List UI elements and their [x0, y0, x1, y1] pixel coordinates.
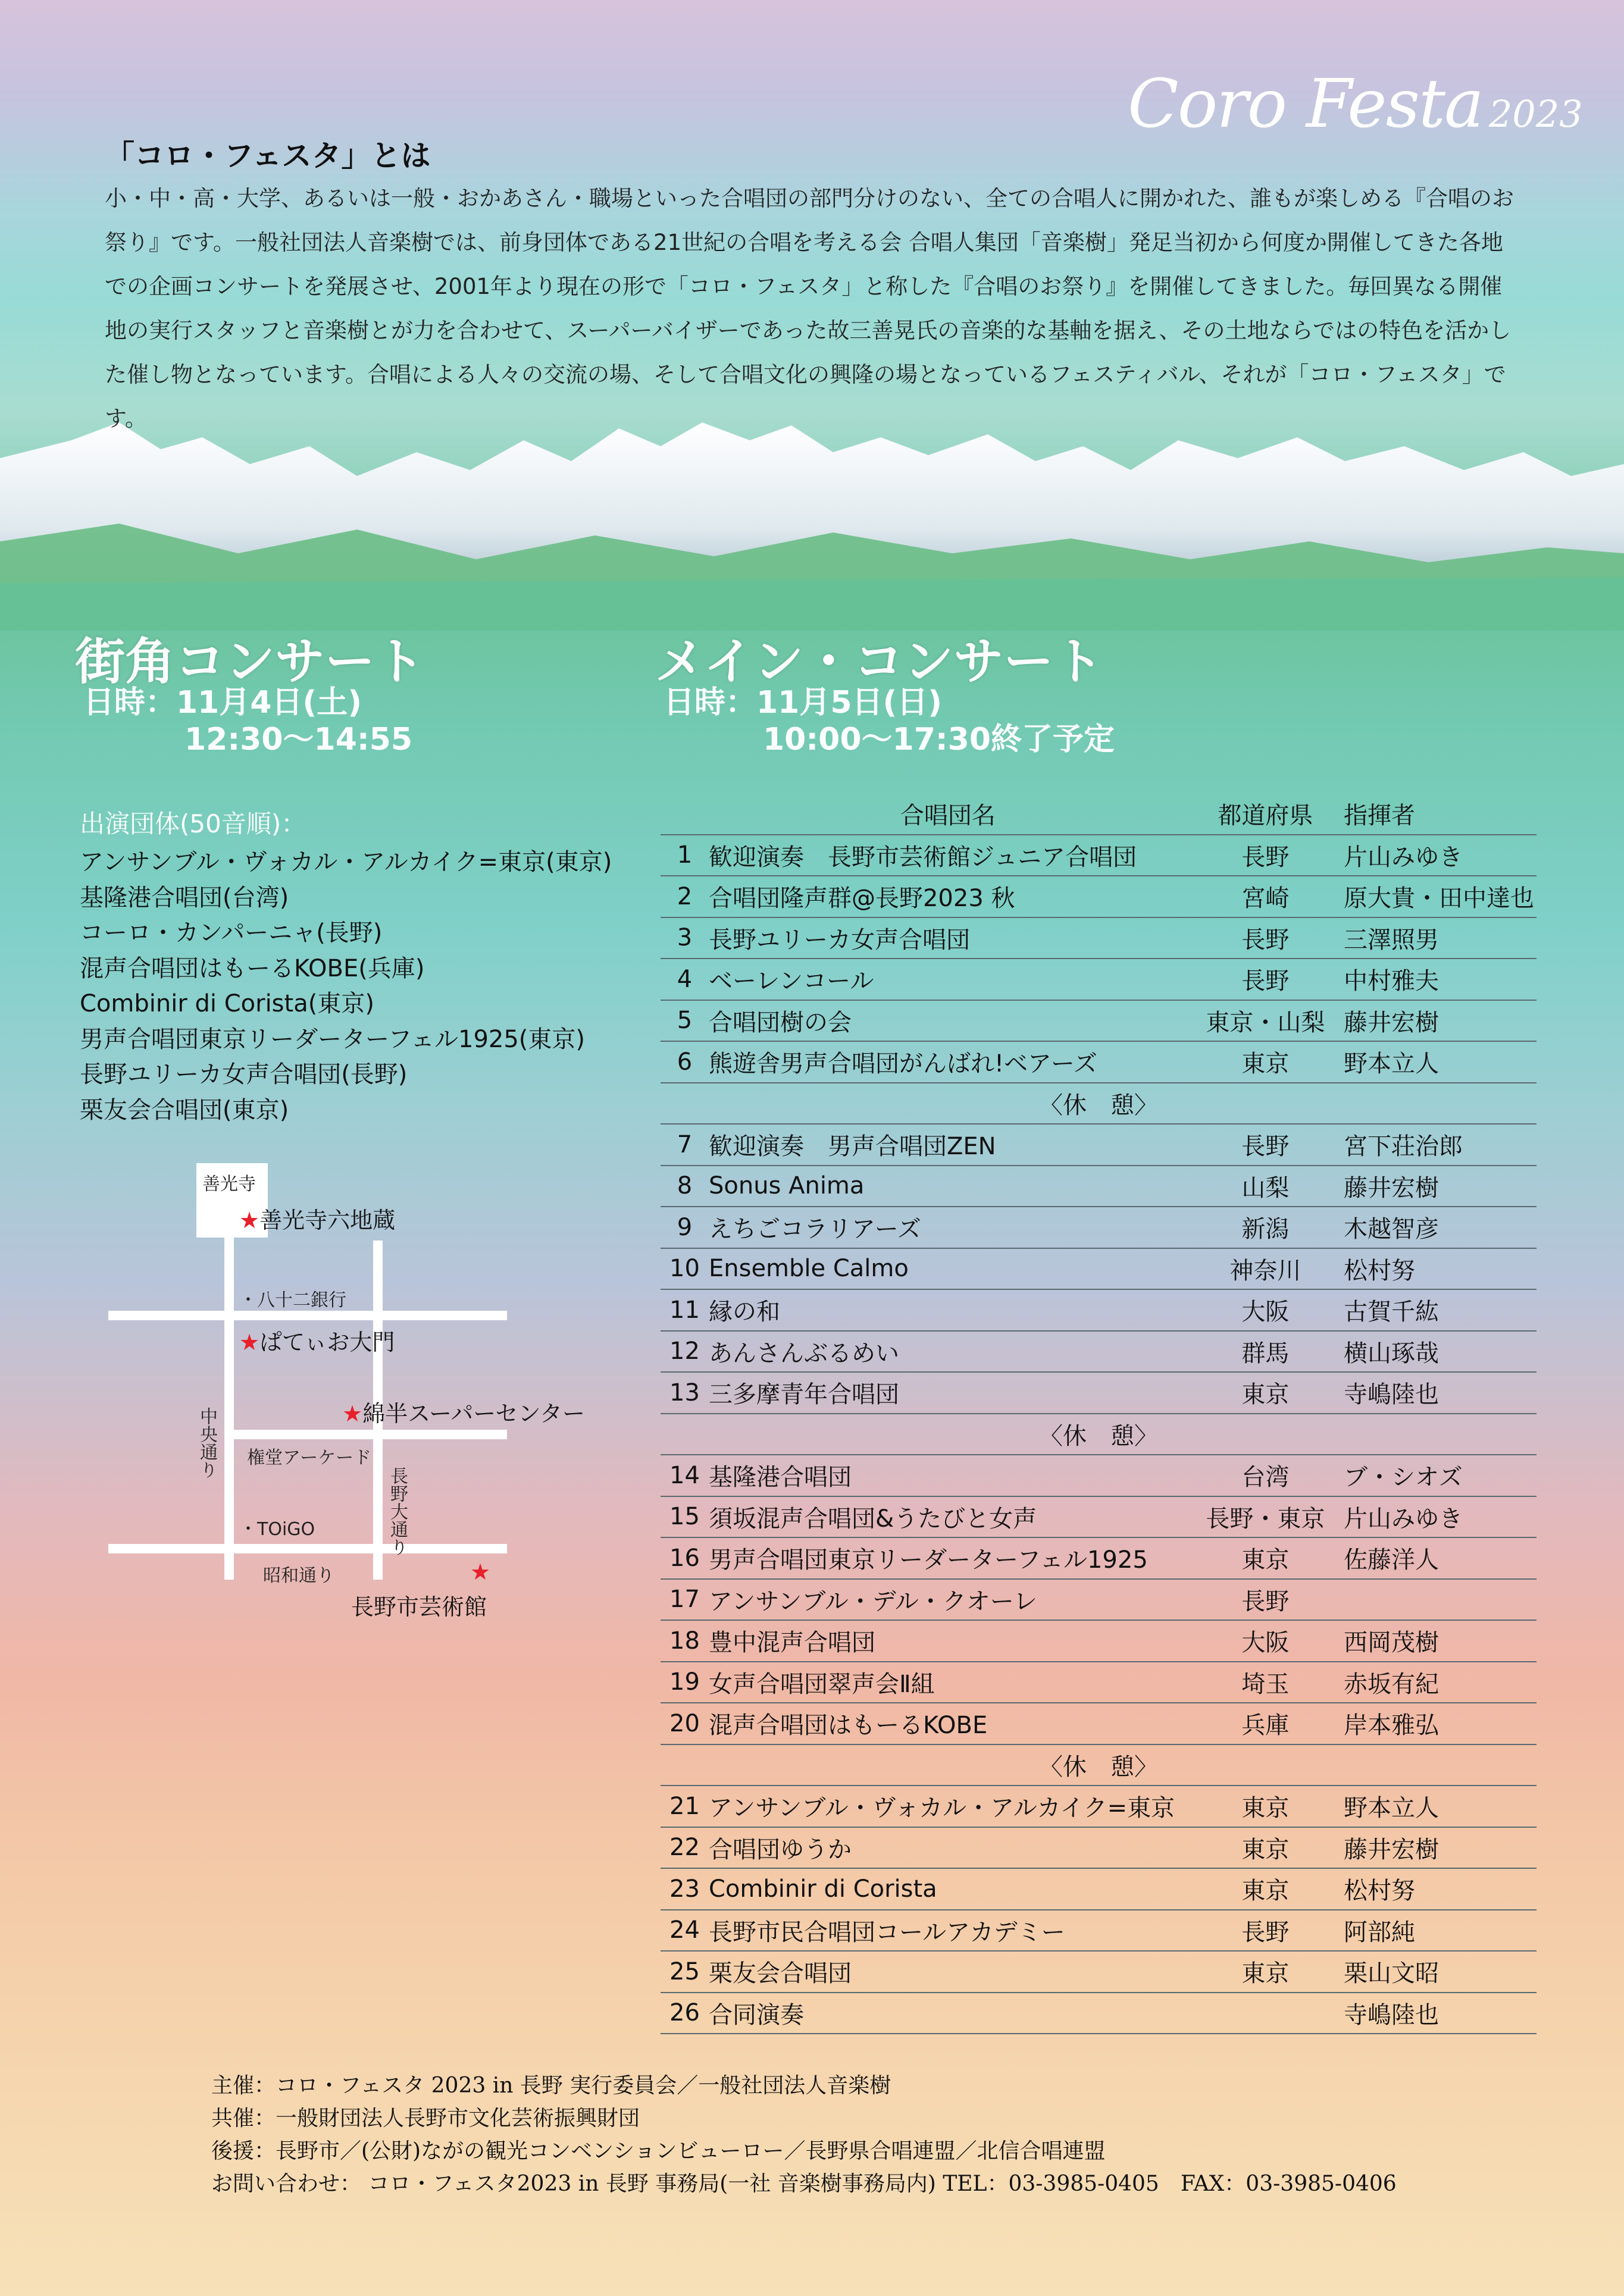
program-row: [661, 1496, 1537, 1538]
choir-name: えちごコラリアーズ: [709, 1207, 1187, 1248]
program-row: [661, 959, 1537, 1000]
performer-item: 栗友会合唱団(東京): [80, 1096, 289, 1124]
map-padio: ★ぱてぃお大門: [239, 1329, 395, 1355]
choir-name: 三多摩青年合唱団: [709, 1372, 1187, 1414]
program-row: [661, 1620, 1537, 1662]
program-rows: [661, 835, 1537, 2034]
row-number: 6: [661, 1041, 709, 1083]
conductor: 寺嶋陸也: [1344, 1372, 1537, 1414]
logo-year: 2023: [1488, 92, 1583, 136]
conductor: 片山みゆき: [1344, 1496, 1537, 1538]
program-row: [661, 1000, 1537, 1042]
program-row: [661, 1786, 1537, 1827]
map-label-hall: 長野市芸術館: [351, 1594, 487, 1620]
row-number: 13: [661, 1372, 709, 1414]
prefecture: 埼玉: [1187, 1662, 1344, 1703]
prefecture: 東京: [1187, 1868, 1344, 1910]
program-row: [661, 1868, 1537, 1910]
program-row: [661, 1455, 1537, 1496]
conductor: 野本立人: [1344, 1786, 1537, 1827]
row-number: 18: [661, 1620, 709, 1662]
road-horizontal-2: [233, 1430, 507, 1439]
choir-name: 合唱団樹の会: [709, 1000, 1187, 1042]
road-chuo: [224, 1235, 234, 1580]
program-row: [661, 1910, 1537, 1952]
conductor: [1344, 1579, 1537, 1621]
choir-name: アンサンブル・ヴォカル・アルカイク=東京: [709, 1786, 1187, 1827]
choir-name: 縁の和: [709, 1289, 1187, 1331]
performer-item: アンサンブル・ヴォカル・アルカイク=東京(東京): [80, 848, 612, 876]
row-number: 5: [661, 1000, 709, 1042]
map-hall-star: [470, 1559, 490, 1585]
star-marker-icon: ★: [239, 1329, 260, 1355]
choir-name: 歓迎演奏 長野市芸術館ジュニア合唱団: [709, 835, 1187, 876]
choir-name: 長野ユリーカ女声合唱団: [709, 917, 1187, 959]
program-row: [661, 1537, 1537, 1579]
header-name: 合唱団名: [709, 794, 1187, 835]
program-row: [661, 1331, 1537, 1373]
prefecture: 東京: [1187, 1372, 1344, 1414]
intermission-row: [661, 1744, 1537, 1786]
prefecture: 台湾: [1187, 1455, 1344, 1496]
program-row: [661, 876, 1537, 917]
conductor: 寺嶋陸也: [1344, 1993, 1537, 2034]
conductor: 木越智彦: [1344, 1207, 1537, 1248]
row-number: 26: [661, 1993, 709, 2034]
row-number: 23: [661, 1868, 709, 1910]
row-number: 12: [661, 1331, 709, 1373]
row-number: 4: [661, 959, 709, 1000]
row-number: 19: [661, 1662, 709, 1703]
program-row: [661, 1372, 1537, 1414]
choir-name: Ensemble Calmo: [709, 1248, 1187, 1290]
conductor: 阿部純: [1344, 1910, 1537, 1952]
program-row: [661, 1993, 1537, 2034]
row-number: 22: [661, 1827, 709, 1869]
program-row: [661, 835, 1537, 876]
venue-map: [101, 1163, 601, 1639]
program-row: [661, 1248, 1537, 1290]
performer-list: [80, 845, 612, 1128]
prefecture: 大阪: [1187, 1289, 1344, 1331]
intro-heading: 「コロ・フェスタ」とは: [105, 139, 431, 173]
row-number: 11: [661, 1289, 709, 1331]
prefecture: 山梨: [1187, 1166, 1344, 1207]
conductor: 栗山文昭: [1344, 1951, 1537, 1993]
choir-name: Combinir di Corista: [709, 1868, 1187, 1910]
program-row: [661, 1041, 1537, 1083]
conductor: 中村雅夫: [1344, 959, 1537, 1000]
row-number: 7: [661, 1124, 709, 1166]
row-number: 14: [661, 1455, 709, 1496]
program-row: [661, 917, 1537, 959]
choir-name: Sonus Anima: [709, 1166, 1187, 1207]
performer-item: コーロ・カンパーニャ(長野): [80, 919, 383, 947]
street-concert-time: 12:30～14:55: [184, 722, 413, 757]
choir-name: 熊遊舎男声合唱団がんばれ!ベアーズ: [709, 1041, 1187, 1083]
road-horizontal-1: [108, 1311, 507, 1320]
choir-name: 女声合唱団翠声会Ⅱ組: [709, 1662, 1187, 1703]
map-label-showa: 昭和通り: [263, 1565, 334, 1586]
credit-support: 後援：長野市／(公財)ながの観光コンベンションビューロー／長野県合唱連盟／北信合唱連盟: [211, 2139, 1106, 2163]
conductor: 松村努: [1344, 1248, 1537, 1290]
program-row: [661, 1579, 1537, 1621]
conductor: 古賀千紘: [1344, 1289, 1537, 1331]
star-marker-icon: ★: [239, 1207, 260, 1233]
choir-name: アンサンブル・デル・クオーレ: [709, 1579, 1187, 1621]
conductor: 西岡茂樹: [1344, 1620, 1537, 1662]
row-number: 15: [661, 1496, 709, 1538]
map-label-toigo: ・TOiGO: [239, 1519, 315, 1540]
credit-organizer: 主催：コロ・フェスタ 2023 in 長野 実行委員会／一般社団法人音楽樹: [211, 2073, 891, 2098]
program-row: [661, 1827, 1537, 1869]
performer-item: 混声合唱団はもーるKOBE(兵庫): [80, 954, 425, 982]
program-row: [661, 1662, 1537, 1703]
performer-item: 男声合唱団東京リーダーターフェル1925(東京): [80, 1025, 586, 1053]
conductor: 岸本雅弘: [1344, 1703, 1537, 1744]
conductor: 横山琢哉: [1344, 1331, 1537, 1373]
intermission-label: 〈休 憩〉: [661, 1414, 1537, 1455]
choir-name: 歓迎演奏 男声合唱団ZEN: [709, 1124, 1187, 1166]
conductor: 藤井宏樹: [1344, 1827, 1537, 1869]
program-row: [661, 1124, 1537, 1166]
program-row: [661, 1289, 1537, 1331]
prefecture: 長野: [1187, 835, 1344, 876]
choir-name: 男声合唱団東京リーダーターフェル1925: [709, 1537, 1187, 1579]
row-number: 2: [661, 876, 709, 917]
map-roku-jizo: ★善光寺六地蔵: [239, 1207, 396, 1233]
conductor: 宮下荘治郎: [1344, 1124, 1537, 1166]
prefecture: 長野: [1187, 917, 1344, 959]
choir-name: 長野市民合唱団コールアカデミー: [709, 1910, 1187, 1952]
header-no: [661, 794, 709, 835]
performer-item: Combinir di Corista(東京): [80, 990, 374, 1017]
row-number: 20: [661, 1703, 709, 1744]
row-number: 3: [661, 917, 709, 959]
choir-name: 栗友会合唱団: [709, 1951, 1187, 1993]
conductor: 三澤照男: [1344, 917, 1537, 959]
program-row: [661, 1951, 1537, 1993]
conductor: 藤井宏樹: [1344, 1166, 1537, 1207]
main-concert-time: 10:00～17:30終了予定: [763, 722, 1115, 757]
intermission-row: [661, 1414, 1537, 1455]
choir-name: 合唱団ゆうか: [709, 1827, 1187, 1869]
prefecture: 東京: [1187, 1041, 1344, 1083]
program-row: [661, 1703, 1537, 1744]
prefecture: 長野: [1187, 1910, 1344, 1952]
choir-name: 須坂混声合唱団&うたびと女声: [709, 1496, 1187, 1538]
row-number: 8: [661, 1166, 709, 1207]
credit-cosponsor: 共催：一般財団法人長野市文化芸術振興財団: [211, 2106, 640, 2131]
prefecture: 長野・東京: [1187, 1496, 1344, 1538]
prefecture: 東京: [1187, 1827, 1344, 1869]
prefecture: 東京: [1187, 1537, 1344, 1579]
map-watahan: ★綿半スーパーセンター: [342, 1401, 585, 1427]
row-number: 9: [661, 1207, 709, 1248]
intermission-label: 〈休 憩〉: [661, 1744, 1537, 1786]
star-marker-icon: ★: [470, 1559, 491, 1585]
header-pref: 都道府県: [1187, 794, 1344, 835]
program-table: [661, 794, 1537, 2034]
conductor: 藤井宏樹: [1344, 1000, 1537, 1042]
performer-item: 長野ユリーカ女声合唱団(長野): [80, 1061, 408, 1088]
row-number: 16: [661, 1537, 709, 1579]
row-number: 10: [661, 1248, 709, 1290]
prefecture: [1187, 1993, 1344, 2034]
intermission-label: 〈休 憩〉: [661, 1083, 1537, 1124]
program-row: [661, 1166, 1537, 1207]
road-showa: [108, 1544, 507, 1553]
intermission-row: [661, 1083, 1537, 1124]
prefecture: 東京: [1187, 1786, 1344, 1827]
street-concert-date: 日時：11月4日(土): [83, 685, 362, 721]
choir-name: 豊中混声合唱団: [709, 1620, 1187, 1662]
conductor: 原大貴・田中達也: [1344, 876, 1537, 917]
map-label-chuo: 中央通り: [196, 1407, 217, 1479]
prefecture: 宮崎: [1187, 876, 1344, 917]
row-number: 1: [661, 835, 709, 876]
prefecture: 長野: [1187, 1124, 1344, 1166]
prefecture: 兵庫: [1187, 1703, 1344, 1744]
row-number: 17: [661, 1579, 709, 1621]
street-concert-title: 街角コンサート: [75, 632, 425, 691]
prefecture: 新潟: [1187, 1207, 1344, 1248]
conductor: 片山みゆき: [1344, 835, 1537, 876]
prefecture: 東京: [1187, 1951, 1344, 1993]
map-label-gondo: 権堂アーケード: [247, 1448, 372, 1468]
prefecture: 群馬: [1187, 1331, 1344, 1373]
choir-name: 基隆港合唱団: [709, 1455, 1187, 1496]
program-header-row: [661, 794, 1537, 835]
header-conductor: 指揮者: [1344, 794, 1537, 835]
map-label-bank: ・八十二銀行: [239, 1290, 346, 1311]
map-label-nagano-odori: 長野大通り: [387, 1467, 408, 1556]
logo-text: Coro Festa: [1128, 65, 1483, 143]
map-label-zenkoji: 善光寺: [202, 1174, 256, 1195]
choir-name: 合同演奏: [709, 1993, 1187, 2034]
coro-festa-logo: [1128, 65, 1583, 143]
performer-item: 基隆港合唱団(台湾): [80, 884, 289, 911]
star-marker-icon: ★: [342, 1401, 363, 1427]
prefecture: 大阪: [1187, 1620, 1344, 1662]
conductor: 松村努: [1344, 1868, 1537, 1910]
conductor: 佐藤洋人: [1344, 1537, 1537, 1579]
row-number: 25: [661, 1951, 709, 1993]
credit-contact: お問い合わせ： コロ・フェスタ2023 in 長野 事務局(一社 音楽樹事務局内) TEL：03-3985-0405 FAX：03-3985-0406: [211, 2172, 1397, 2196]
conductor: ブ・シオズ: [1344, 1455, 1537, 1496]
intro-paragraph: 小・中・高・大学、あるいは一般・おかあさん・職場といった合唱団の部門分けのない、全ての合唱人に開かれた、誰もが楽しめる『合唱のお祭り』です。一般社団法人音楽樹では、前身団体である21世紀の合唱を考える会 合唱人集団「音楽樹」発足当初から何度か開催してきた各地での企画コンサートを発展させ、2001年より現在の形で「コロ・フェスタ」と称した『合唱のお祭り』を開催してきました。毎回異なる開催地の実行スタッフと音楽樹とが力を合わせて、スーパーバイザーであった故三善晃氏の音楽的な基軸を据え、その土地ならではの特色を活かした催し物となっています。合唱による人々の交流の場、そして合唱文化の興隆の場となっているフェスティバル、それが「コロ・フェスタ」です。: [105, 186, 1514, 431]
row-number: 21: [661, 1786, 709, 1827]
credits: [211, 2069, 1397, 2200]
main-concert-title: メイン・コンサート: [655, 632, 1104, 691]
main-concert-date: 日時：11月5日(日): [664, 685, 943, 721]
prefecture: 神奈川: [1187, 1248, 1344, 1290]
row-number: 24: [661, 1910, 709, 1952]
prefecture: 長野: [1187, 1579, 1344, 1621]
prefecture: 東京・山梨: [1187, 1000, 1344, 1042]
program-row: [661, 1207, 1537, 1248]
performers-label: 出演団体(50音順)：: [80, 809, 306, 838]
conductor: 野本立人: [1344, 1041, 1537, 1083]
prefecture: 長野: [1187, 959, 1344, 1000]
choir-name: あんさんぶるめい: [709, 1331, 1187, 1373]
choir-name: ベーレンコール: [709, 959, 1187, 1000]
choir-name: 混声合唱団はもーるKOBE: [709, 1703, 1187, 1744]
conductor: 赤坂有紀: [1344, 1662, 1537, 1703]
choir-name: 合唱団隆声群@長野2023 秋: [709, 876, 1187, 917]
